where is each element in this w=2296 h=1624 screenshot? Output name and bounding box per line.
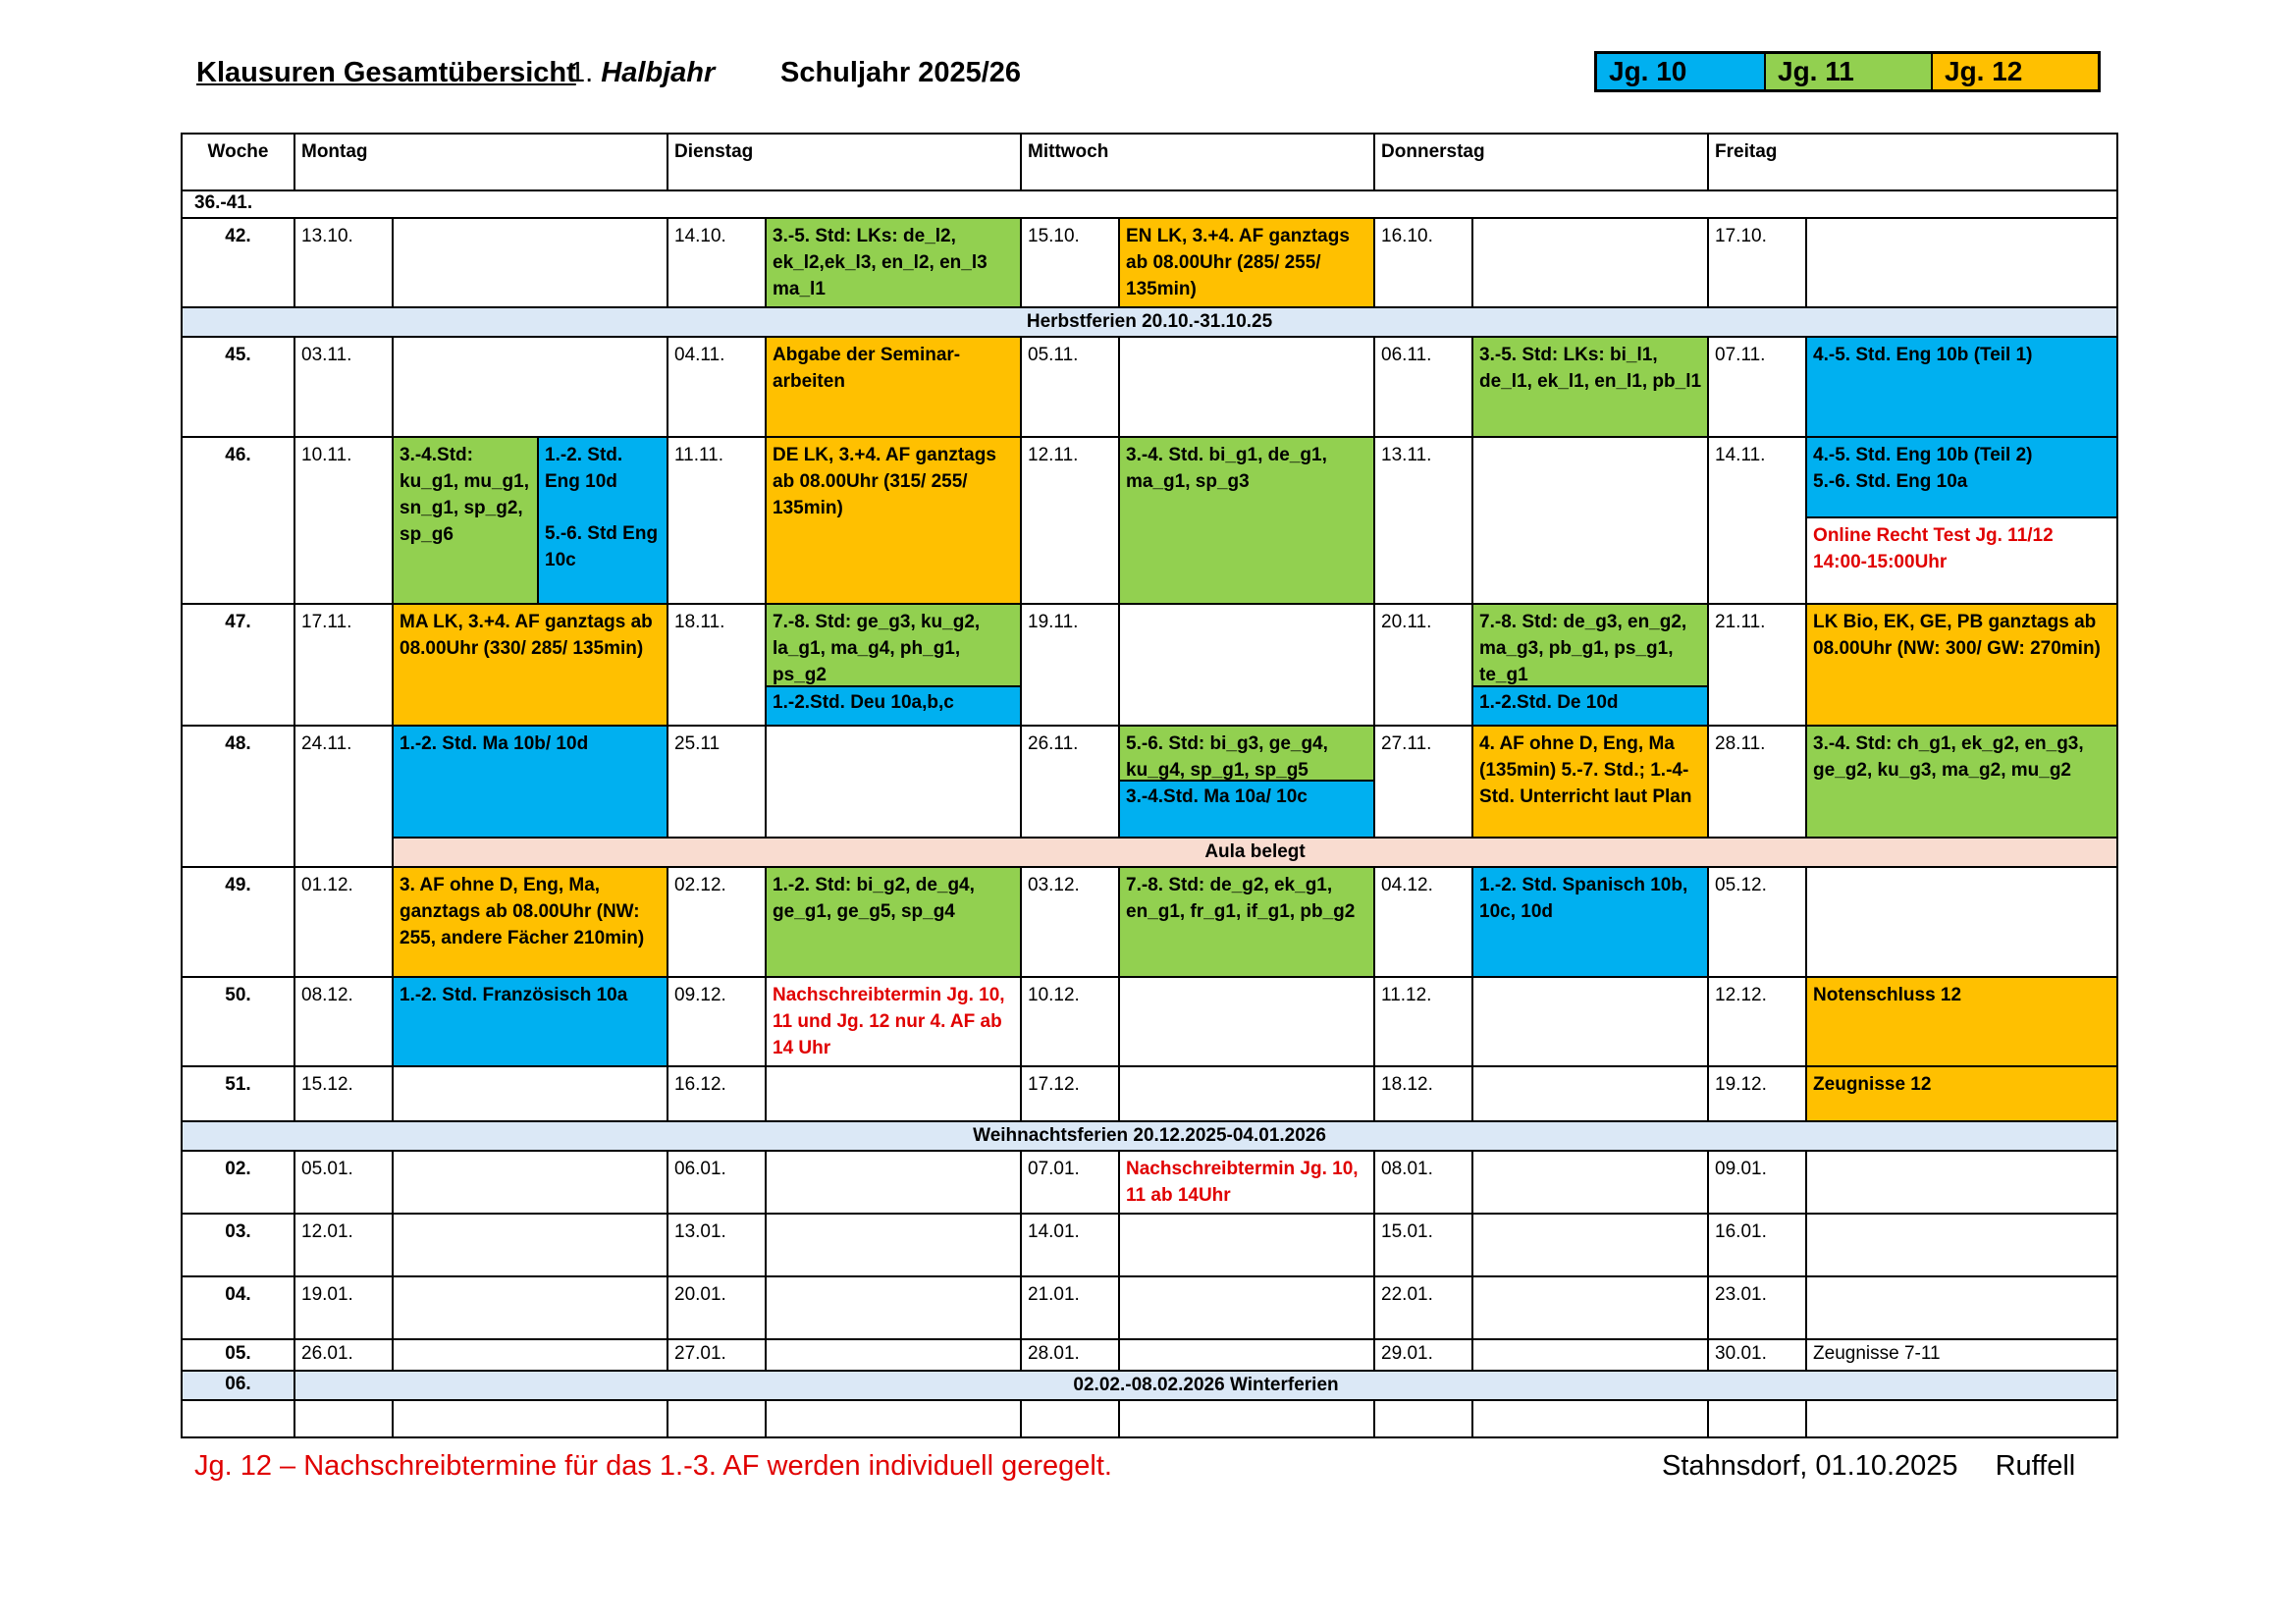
empty-cell	[1119, 1400, 1374, 1437]
legend-jg10: Jg. 10	[1597, 54, 1764, 89]
event-mi	[1119, 726, 1374, 838]
event-fr: Zeugnisse 7-11	[1806, 1339, 2117, 1371]
date-mi: 26.11.	[1021, 726, 1119, 838]
date-do: 27.11.	[1374, 726, 1472, 838]
event-mi: Nachschreibtermin Jg. 10, 11 ab 14Uhr	[1119, 1151, 1374, 1214]
event-do	[1472, 1339, 1708, 1371]
grade-legend	[1594, 51, 2101, 92]
holiday-herbstferien: Herbstferien 20.10.-31.10.25	[182, 307, 2117, 337]
event-do: 3.-5. Std: LKs: bi_l1, de_l1, ek_l1, en_l1, pb_l1	[1472, 337, 1708, 437]
date-di: 02.12.	[667, 867, 766, 977]
event-fr-online-test: Online Recht Test Jg. 11/12 14:00-15:00Uhr	[1813, 525, 2054, 572]
event-di: Abgabe der Seminar-arbeiten	[766, 337, 1021, 437]
event-mi	[1119, 1339, 1374, 1371]
event-mo	[393, 1151, 667, 1214]
date-do: 16.10.	[1374, 218, 1472, 307]
date-mi: 14.01.	[1021, 1214, 1119, 1276]
week-row-05	[182, 1339, 2117, 1371]
event-mo	[393, 437, 667, 604]
event-mi-jg10: 3.-4.Std. Ma 10a/ 10c	[1120, 782, 1373, 837]
date-di: 20.01.	[667, 1276, 766, 1339]
date-do: 15.01.	[1374, 1214, 1472, 1276]
aula-belegt: Aula belegt	[393, 838, 2117, 867]
event-fr	[1806, 1276, 2117, 1339]
event-mi	[1119, 977, 1374, 1066]
event-mo: MA LK, 3.+4. AF ganztags ab 08.00Uhr (330/ 285/ 135min)	[393, 604, 667, 726]
date-mo: 13.10.	[294, 218, 393, 307]
date-fr: 07.11.	[1708, 337, 1806, 437]
event-mi	[1119, 1214, 1374, 1276]
event-mo	[393, 1276, 667, 1339]
event-di	[766, 1339, 1021, 1371]
event-mi	[1119, 1276, 1374, 1339]
week-row-04	[182, 1276, 2117, 1339]
footer-place-date: Stahnsdorf, 01.10.2025	[1662, 1450, 1958, 1482]
event-di	[766, 1276, 1021, 1339]
event-di: 3.-5. Std: LKs: de_l2, ek_l2,ek_l3, en_l2, en_l3 ma_l1	[766, 218, 1021, 307]
event-fr-jg10	[1807, 438, 2116, 518]
event-di	[766, 1151, 1021, 1214]
date-mo: 01.12.	[294, 867, 393, 977]
date-di: 18.11.	[667, 604, 766, 726]
event-fr: Notenschluss 12	[1806, 977, 2117, 1066]
event-fr	[1806, 218, 2117, 307]
week-number: 45.	[182, 337, 294, 437]
event-mo	[393, 1066, 667, 1121]
event-mi	[1119, 337, 1374, 437]
event-mo: 1.-2. Std. Ma 10b/ 10d	[393, 726, 667, 838]
date-mo: 15.12.	[294, 1066, 393, 1121]
date-di: 27.01.	[667, 1339, 766, 1371]
schuljahr-label: Schuljahr 2025/26	[780, 57, 1022, 88]
event-mo-jg10	[539, 438, 667, 603]
col-header-mittwoch: Mittwoch	[1021, 134, 1374, 190]
date-mo: 08.12.	[294, 977, 393, 1066]
date-do: 22.01.	[1374, 1276, 1472, 1339]
event-di	[766, 726, 1021, 838]
date-fr: 12.12.	[1708, 977, 1806, 1066]
event-mo	[393, 1339, 667, 1371]
week-number: 02.	[182, 1151, 294, 1214]
event-fr	[1806, 437, 2117, 604]
event-mo-jg10-b: 5.-6. Std Eng 10c	[545, 523, 659, 570]
event-mi	[1119, 604, 1374, 726]
aula-row	[182, 838, 2117, 867]
event-mo: 1.-2. Std. Französisch 10a	[393, 977, 667, 1066]
col-header-donnerstag: Donnerstag	[1374, 134, 1708, 190]
event-mo	[393, 218, 667, 307]
event-do	[1472, 437, 1708, 604]
empty-cell	[766, 1400, 1021, 1437]
date-fr: 09.01.	[1708, 1151, 1806, 1214]
week-number: 47.	[182, 604, 294, 726]
date-mi: 17.12.	[1021, 1066, 1119, 1121]
date-mi: 07.01.	[1021, 1151, 1119, 1214]
date-do: 11.12.	[1374, 977, 1472, 1066]
footer-author: Ruffell	[1995, 1450, 2076, 1482]
date-fr: 30.01.	[1708, 1339, 1806, 1371]
date-di: 11.11.	[667, 437, 766, 604]
event-do	[1472, 1276, 1708, 1339]
date-di: 25.11	[667, 726, 766, 838]
holiday-weihnachtsferien: Weihnachtsferien 20.12.2025-04.01.2026	[182, 1121, 2117, 1151]
empty-cell	[182, 1400, 294, 1437]
week-row-47	[182, 604, 2117, 726]
week-range-label: 36.-41.	[182, 190, 2117, 218]
week-number: 48.	[182, 726, 294, 867]
event-fr	[1806, 867, 2117, 977]
week-row-06	[182, 1371, 2117, 1400]
event-di: 1.-2. Std: bi_g2, de_g4, ge_g1, ge_g5, sp_g4	[766, 867, 1021, 977]
event-fr	[1806, 1214, 2117, 1276]
event-mi: EN LK, 3.+4. AF ganztags ab 08.00Uhr (285/ 255/ 135min)	[1119, 218, 1374, 307]
holiday-row-herbst	[182, 307, 2117, 337]
date-mo: 05.01.	[294, 1151, 393, 1214]
date-di: 04.11.	[667, 337, 766, 437]
week-number: 50.	[182, 977, 294, 1066]
week-row-50	[182, 977, 2117, 1066]
event-di-jg11: 7.-8. Std: ge_g3, ku_g2, la_g1, ma_g4, ph_g1, ps_g2	[767, 605, 1020, 687]
empty-cell	[294, 1400, 393, 1437]
event-di	[766, 604, 1021, 726]
empty-cell	[1806, 1400, 2117, 1437]
event-do-jg10: 1.-2.Std. De 10d	[1473, 687, 1707, 725]
date-di: 14.10.	[667, 218, 766, 307]
date-fr: 28.11.	[1708, 726, 1806, 838]
col-header-montag: Montag	[294, 134, 667, 190]
date-mi: 15.10.	[1021, 218, 1119, 307]
empty-cell	[1708, 1400, 1806, 1437]
date-di: 06.01.	[667, 1151, 766, 1214]
week-number: 03.	[182, 1214, 294, 1276]
event-do	[1472, 604, 1708, 726]
date-do: 08.01.	[1374, 1151, 1472, 1214]
event-mi-jg11: 5.-6. Std: bi_g3, ge_g4, ku_g4, sp_g1, sp_g5	[1120, 727, 1373, 782]
event-fr: LK Bio, EK, GE, PB ganztags ab 08.00Uhr (NW: 300/ GW: 270min)	[1806, 604, 2117, 726]
event-fr-jg10-b: 5.-6. Std. Eng 10a	[1813, 471, 1968, 492]
event-di: Nachschreibtermin Jg. 10, 11 und Jg. 12 nur 4. AF ab 14 Uhr	[766, 977, 1021, 1066]
week-row-49	[182, 867, 2117, 977]
date-mi: 12.11.	[1021, 437, 1119, 604]
date-di: 13.01.	[667, 1214, 766, 1276]
legend-jg11: Jg. 11	[1764, 54, 1931, 89]
event-do	[1472, 1066, 1708, 1121]
date-mi: 21.01.	[1021, 1276, 1119, 1339]
event-fr: Zeugnisse 12	[1806, 1066, 2117, 1121]
date-do: 06.11.	[1374, 337, 1472, 437]
date-fr: 14.11.	[1708, 437, 1806, 604]
date-mi: 10.12.	[1021, 977, 1119, 1066]
week-number: 42.	[182, 218, 294, 307]
date-mo: 24.11.	[294, 726, 393, 867]
date-mo: 10.11.	[294, 437, 393, 604]
event-mi: 3.-4. Std. bi_g1, de_g1, ma_g1, sp_g3	[1119, 437, 1374, 604]
event-di	[766, 1066, 1021, 1121]
empty-cell	[393, 1400, 667, 1437]
week-number: 04.	[182, 1276, 294, 1339]
event-mo	[393, 337, 667, 437]
date-di: 16.12.	[667, 1066, 766, 1121]
date-mi: 19.11.	[1021, 604, 1119, 726]
date-do: 20.11.	[1374, 604, 1472, 726]
event-mi: 7.-8. Std: de_g2, ek_g1, en_g1, fr_g1, if_g1, pb_g2	[1119, 867, 1374, 977]
event-mo-jg10-a: 1.-2. Std. Eng 10d	[545, 445, 623, 492]
date-do: 18.12.	[1374, 1066, 1472, 1121]
event-do	[1472, 1151, 1708, 1214]
week-number: 51.	[182, 1066, 294, 1121]
week-number: 06.	[182, 1371, 294, 1400]
header-row	[182, 134, 2117, 190]
event-do	[1472, 218, 1708, 307]
date-mo: 19.01.	[294, 1276, 393, 1339]
footer-signature	[1662, 1450, 2075, 1483]
event-di-jg10: 1.-2.Std. Deu 10a,b,c	[767, 687, 1020, 725]
event-do: 1.-2. Std. Spanisch 10b, 10c, 10d	[1472, 867, 1708, 977]
empty-cell	[1021, 1400, 1119, 1437]
week-row-42	[182, 218, 2117, 307]
week-row-46	[182, 437, 2117, 604]
date-mo: 12.01.	[294, 1214, 393, 1276]
event-mi	[1119, 1066, 1374, 1121]
empty-cell	[1374, 1400, 1472, 1437]
date-do: 29.01.	[1374, 1339, 1472, 1371]
event-do-jg11: 7.-8. Std: de_g3, en_g2, ma_g3, pb_g1, ps_g1, te_g1	[1473, 605, 1707, 687]
week-row-36-41	[182, 190, 2117, 218]
halbjahr-prefix: 1.	[569, 57, 594, 88]
event-mo-jg11: 3.-4.Std: ku_g1, mu_g1, sn_g1, sp_g2, sp_g6	[394, 438, 539, 603]
week-row-03	[182, 1214, 2117, 1276]
halbjahr-label	[569, 57, 715, 89]
event-do	[1472, 977, 1708, 1066]
empty-cell	[667, 1400, 766, 1437]
date-di: 09.12.	[667, 977, 766, 1066]
week-row-02	[182, 1151, 2117, 1214]
date-mi: 05.11.	[1021, 337, 1119, 437]
event-fr: 3.-4. Std: ch_g1, ek_g2, en_g3, ge_g2, ku_g3, ma_g2, mu_g2	[1806, 726, 2117, 838]
date-fr: 16.01.	[1708, 1214, 1806, 1276]
week-number: 49.	[182, 867, 294, 977]
col-header-woche: Woche	[182, 134, 294, 190]
holiday-row-weihnacht	[182, 1121, 2117, 1151]
date-do: 04.12.	[1374, 867, 1472, 977]
date-mi: 03.12.	[1021, 867, 1119, 977]
event-fr-jg10-a: 4.-5. Std. Eng 10b (Teil 2)	[1813, 445, 2033, 465]
date-mi: 28.01.	[1021, 1339, 1119, 1371]
date-fr: 21.11.	[1708, 604, 1806, 726]
week-number: 05.	[182, 1339, 294, 1371]
event-di	[766, 1214, 1021, 1276]
date-do: 13.11.	[1374, 437, 1472, 604]
event-di: DE LK, 3.+4. AF ganztags ab 08.00Uhr (315/ 255/ 135min)	[766, 437, 1021, 604]
empty-cell	[1472, 1400, 1708, 1437]
date-mo: 17.11.	[294, 604, 393, 726]
event-mo: 3. AF ohne D, Eng, Ma, ganztags ab 08.00Uhr (NW: 255, andere Fächer 210min)	[393, 867, 667, 977]
halbjahr-word: Halbjahr	[601, 57, 716, 88]
col-header-dienstag: Dienstag	[667, 134, 1021, 190]
col-header-freitag: Freitag	[1708, 134, 2117, 190]
holiday-winterferien: 02.02.-08.02.2026 Winterferien	[294, 1371, 2117, 1400]
legend-jg12: Jg. 12	[1931, 54, 2098, 89]
date-fr: 17.10.	[1708, 218, 1806, 307]
week-row-48	[182, 726, 2117, 838]
date-mo: 03.11.	[294, 337, 393, 437]
footer-note: Jg. 12 – Nachschreibtermine für das 1.-3. AF werden individuell geregelt.	[194, 1450, 1112, 1482]
event-fr: 4.-5. Std. Eng 10b (Teil 1)	[1806, 337, 2117, 437]
empty-row	[182, 1400, 2117, 1437]
event-do: 4. AF ohne D, Eng, Ma (135min) 5.-7. Std.; 1.-4- Std. Unterricht laut Plan	[1472, 726, 1708, 838]
week-row-51	[182, 1066, 2117, 1121]
week-row-45	[182, 337, 2117, 437]
exam-schedule-table	[181, 133, 2118, 1438]
page-title: Klausuren Gesamtübersicht	[196, 57, 576, 88]
date-fr: 05.12.	[1708, 867, 1806, 977]
event-do	[1472, 1214, 1708, 1276]
date-mo: 26.01.	[294, 1339, 393, 1371]
event-mo	[393, 1214, 667, 1276]
date-fr: 19.12.	[1708, 1066, 1806, 1121]
week-number: 46.	[182, 437, 294, 604]
date-fr: 23.01.	[1708, 1276, 1806, 1339]
event-fr	[1806, 1151, 2117, 1214]
